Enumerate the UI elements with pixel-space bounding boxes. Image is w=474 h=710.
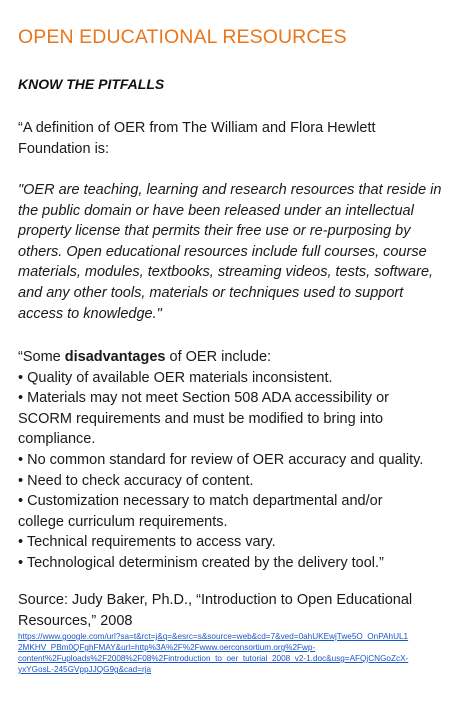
- intro-paragraph: [18, 118, 458, 159]
- bullet-line: • Technical requirements to access vary.: [18, 534, 276, 551]
- bullet-line: • Quality of available OER materials inconsistent.: [18, 369, 333, 386]
- bullet-line: SCORM requirements and must be modified to bring into: [18, 410, 384, 427]
- quote-line: property license that permits their free use or re-purposing by: [18, 223, 411, 240]
- url-line[interactable]: 2MKHV_PBm0QFghFMAY&url=http%3A%2F%2Fwww.oerconsortium.org%2Fwp-: [18, 643, 316, 652]
- section-heading: KNOW THE PITFALLS: [18, 76, 165, 92]
- page-title: OPEN EDUCATIONAL RESOURCES: [18, 26, 347, 48]
- quote-line: access to knowledge.": [18, 305, 162, 322]
- bullet-line: • No common standard for review of OER accuracy and quality.: [18, 451, 424, 468]
- disadvantages-keyword: disadvantages: [64, 349, 166, 365]
- bullet-line: college curriculum requirements.: [18, 513, 228, 530]
- intro-line: “A definition of OER from The William and Flora Hewlett: [18, 120, 376, 136]
- source-line: Resources,” 2008: [18, 612, 133, 629]
- disadvantages-suffix: of OER include:: [165, 349, 272, 365]
- url-line[interactable]: yxYGosL-245GVppJJQG9g&cad=rja: [18, 665, 152, 674]
- url-line[interactable]: content%2Fuploads%2F2008%2F08%2Fintroduction_to_oer_tutorial_2008_v2-1.doc&usg=AFQjCNGoZcX-: [18, 654, 409, 663]
- bullet-line: • Customization necessary to match departmental and/or: [18, 493, 383, 510]
- intro-line: Foundation is:: [18, 140, 110, 157]
- quote-line: "OER are teaching, learning and research resources that reside in: [18, 182, 442, 198]
- disadvantages-list: [18, 347, 458, 574]
- source-link[interactable]: [18, 631, 464, 675]
- url-line[interactable]: https://www.google.com/url?sa=t&rct=j&q=&esrc=s&source=web&cd=7&ved=0ahUKEwjTwe5O_OnPAhUL1: [18, 632, 409, 641]
- definition-quote: [18, 180, 458, 324]
- quote-line: the public domain or have been released under an intellectual: [18, 202, 414, 219]
- quote-line: and any other tools, materials or techniques used to support: [18, 284, 404, 301]
- source-citation: [18, 590, 458, 631]
- bullet-line: • Technological determinism created by the delivery tool.”: [18, 554, 384, 571]
- bullet-line: • Need to check accuracy of content.: [18, 472, 254, 489]
- source-line: Source: Judy Baker, Ph.D., “Introduction to Open Educational: [18, 592, 413, 608]
- quote-line: others. Open educational resources include full courses, course: [18, 243, 427, 260]
- bullet-line: • Materials may not meet Section 508 ADA accessibility or: [18, 390, 389, 407]
- disadvantages-intro: [18, 347, 458, 368]
- bullet-line: compliance.: [18, 431, 96, 448]
- disadvantages-prefix: “Some: [18, 349, 65, 365]
- quote-line: materials, modules, textbooks, streaming videos, tests, software,: [18, 264, 434, 281]
